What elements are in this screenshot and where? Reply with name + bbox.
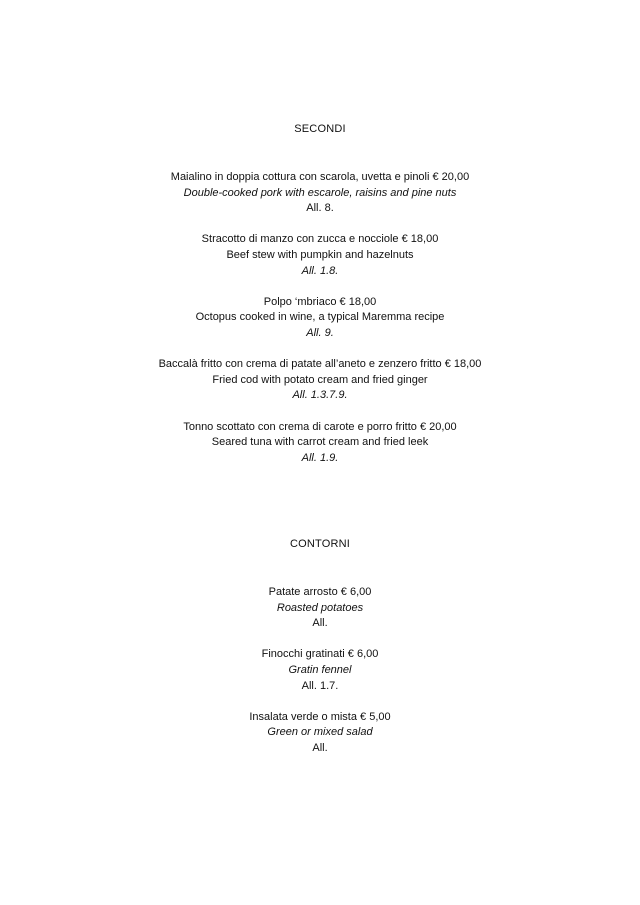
- section-title: CONTORNI: [289, 538, 351, 550]
- dish-allergens: All. 1.7.: [301, 679, 339, 692]
- menu-item: [0, 585, 640, 632]
- dish-name-price: Maialino in doppia cottura con scarola, uvetta e pinoli € 20,00: [170, 171, 470, 183]
- dish-name-price: Baccalà fritto con crema di patate all’aneto e zenzero fritto € 18,00: [158, 358, 482, 371]
- dish-translation: Beef stew with pumpkin and hazelnuts: [226, 248, 414, 261]
- dish-translation: Gratin fennel: [288, 663, 352, 676]
- dish-allergens: All. 1.3.7.9.: [292, 389, 348, 402]
- dish-name-price: Stracotto di manzo con zucca e nocciole € 18,00: [201, 233, 439, 246]
- section-contorni: [0, 537, 640, 772]
- dish-allergens: All.: [312, 617, 328, 630]
- dish-allergens: All. 8.: [306, 202, 334, 215]
- dish-allergens: All.: [312, 741, 328, 754]
- menu-item: [0, 710, 640, 757]
- dish-name-price: Insalata verde o mista € 5,00: [249, 710, 391, 723]
- dish-name-price: Patate arrosto € 6,00: [268, 586, 372, 598]
- menu-item: [0, 420, 640, 467]
- dish-allergens: All. 1.8.: [301, 264, 339, 277]
- dish-name-price: Finocchi gratinati € 6,00: [261, 648, 379, 661]
- menu-item: [0, 295, 640, 342]
- menu-item: [0, 357, 640, 404]
- section-secondi: [0, 122, 640, 482]
- menu-item: [0, 170, 640, 217]
- section-title: SECONDI: [294, 123, 346, 135]
- dish-translation: Roasted potatoes: [276, 601, 364, 614]
- dish-name-price: Tonno scottato con crema di carote e porro fritto € 20,00: [183, 420, 457, 433]
- dish-translation: Seared tuna with carrot cream and fried leek: [211, 436, 429, 449]
- dish-translation: Fried cod with potato cream and fried ginger: [212, 373, 428, 386]
- dish-list: [0, 585, 640, 757]
- dish-translation: Green or mixed salad: [267, 726, 373, 739]
- menu-item: [0, 232, 640, 279]
- dish-allergens: All. 9.: [306, 326, 334, 339]
- dish-list: [0, 170, 640, 466]
- dish-name-price: Polpo ‘mbriaco € 18,00: [263, 295, 377, 308]
- dish-allergens: All. 1.9.: [301, 451, 339, 464]
- menu-item: [0, 647, 640, 694]
- dish-translation: Double-cooked pork with escarole, raisins and pine nuts: [183, 186, 457, 199]
- dish-translation: Octopus cooked in wine, a typical Maremma recipe: [195, 311, 445, 324]
